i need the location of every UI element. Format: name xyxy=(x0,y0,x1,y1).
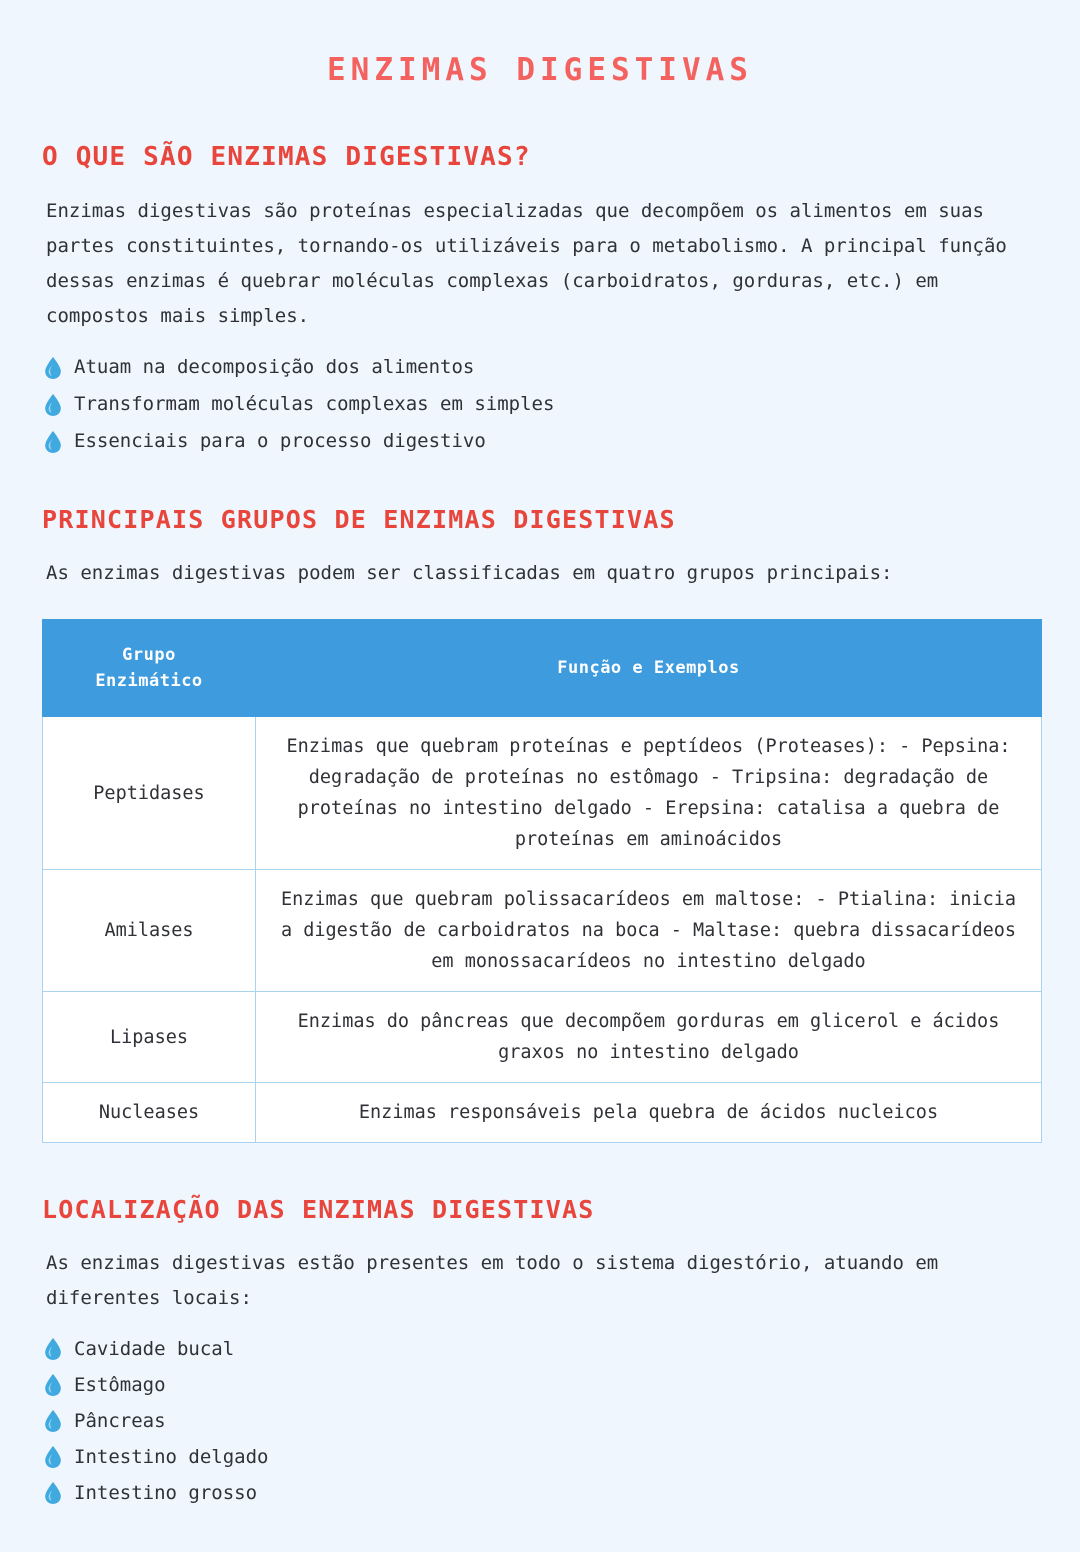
list-item xyxy=(42,387,1040,422)
section-heading-location: LOCALIZAÇÃO DAS ENZIMAS DIGESTIVAS xyxy=(42,1195,595,1224)
list-item-label: Intestino grosso xyxy=(74,1482,258,1504)
list-item xyxy=(42,1440,1040,1474)
list-item-label: Pâncreas xyxy=(74,1410,166,1432)
table-row xyxy=(43,992,1042,1083)
bullet-list-locations xyxy=(42,1332,1040,1510)
table-cell-function: Enzimas responsáveis pela quebra de ácidos nucleicos xyxy=(256,1083,1042,1143)
table-header-group-line1: Grupo xyxy=(122,645,176,665)
list-item-label: Estômago xyxy=(74,1374,166,1396)
table-row xyxy=(43,1083,1042,1143)
table-header-function: Função e Exemplos xyxy=(256,620,1042,717)
water-drop-icon xyxy=(42,429,64,455)
enzyme-groups-table xyxy=(42,619,1042,1143)
section-heading-what-are: O QUE SÃO ENZIMAS DIGESTIVAS? xyxy=(42,142,531,172)
table-header-group-line2: Enzimático xyxy=(95,671,203,691)
table-cell-group: Amilases xyxy=(43,870,256,992)
page-title: ENZIMAS DIGESTIVAS xyxy=(327,52,753,88)
table-cell-function: Enzimas que quebram polissacarídeos em maltose: - Ptialina: inicia a digestão de carboidratos na boca - Maltase: quebra dissacarídeos em monossacarídeos no intestino delgado xyxy=(256,870,1042,992)
table-body xyxy=(43,717,1042,1143)
table-cell-function: Enzimas que quebram proteínas e peptídeos (Proteases): - Pepsina: degradação de proteínas no estômago - Tripsina: degradação de proteínas no intestino delgado - Erepsina: catalisa a quebra de proteínas em aminoácidos xyxy=(256,717,1042,870)
section-paragraph-location: As enzimas digestivas estão presentes em todo o sistema digestório, atuando em diferentes locais: xyxy=(46,1252,939,1309)
list-item xyxy=(42,1404,1040,1438)
list-item-label: Transformam moléculas complexas em simples xyxy=(74,393,555,415)
list-item xyxy=(42,1332,1040,1366)
section-heading-main-groups: PRINCIPAIS GRUPOS DE ENZIMAS DIGESTIVAS xyxy=(42,505,676,534)
list-item xyxy=(42,350,1040,385)
water-drop-icon xyxy=(42,1444,64,1470)
section-paragraph-what-are: Enzimas digestivas são proteínas especializadas que decompõem os alimentos em suas partes constituintes, tornando-os utilizáveis para o metabolismo. A principal função dessas enzimas é quebrar moléculas complexas (carboidratos, gorduras, etc.) em compostos mais simples. xyxy=(46,200,1007,327)
table-row xyxy=(43,717,1042,870)
list-item-label: Atuam na decomposição dos alimentos xyxy=(74,356,475,378)
list-item xyxy=(42,424,1040,459)
water-drop-icon xyxy=(42,1336,64,1362)
list-item-label: Intestino delgado xyxy=(74,1446,269,1468)
water-drop-icon xyxy=(42,392,64,418)
water-drop-icon xyxy=(42,1480,64,1506)
table-header-group xyxy=(43,620,256,717)
table-cell-function: Enzimas do pâncreas que decompõem gorduras em glicerol e ácidos graxos no intestino delgado xyxy=(256,992,1042,1083)
water-drop-icon xyxy=(42,1372,64,1398)
water-drop-icon xyxy=(42,355,64,381)
list-item-label: Essenciais para o processo digestivo xyxy=(74,430,486,452)
list-item xyxy=(42,1476,1040,1510)
table-row xyxy=(43,870,1042,992)
table-cell-group: Peptidases xyxy=(43,717,256,870)
list-item-label: Cavidade bucal xyxy=(74,1338,235,1360)
water-drop-icon xyxy=(42,1408,64,1434)
table-header-row xyxy=(43,620,1042,717)
table-cell-group: Lipases xyxy=(43,992,256,1083)
table-header xyxy=(43,620,1042,717)
table-cell-group: Nucleases xyxy=(43,1083,256,1143)
list-item xyxy=(42,1368,1040,1402)
bullet-list-characteristics xyxy=(42,350,1040,459)
section-paragraph-main-groups: As enzimas digestivas podem ser classificadas em quatro grupos principais: xyxy=(46,562,893,584)
